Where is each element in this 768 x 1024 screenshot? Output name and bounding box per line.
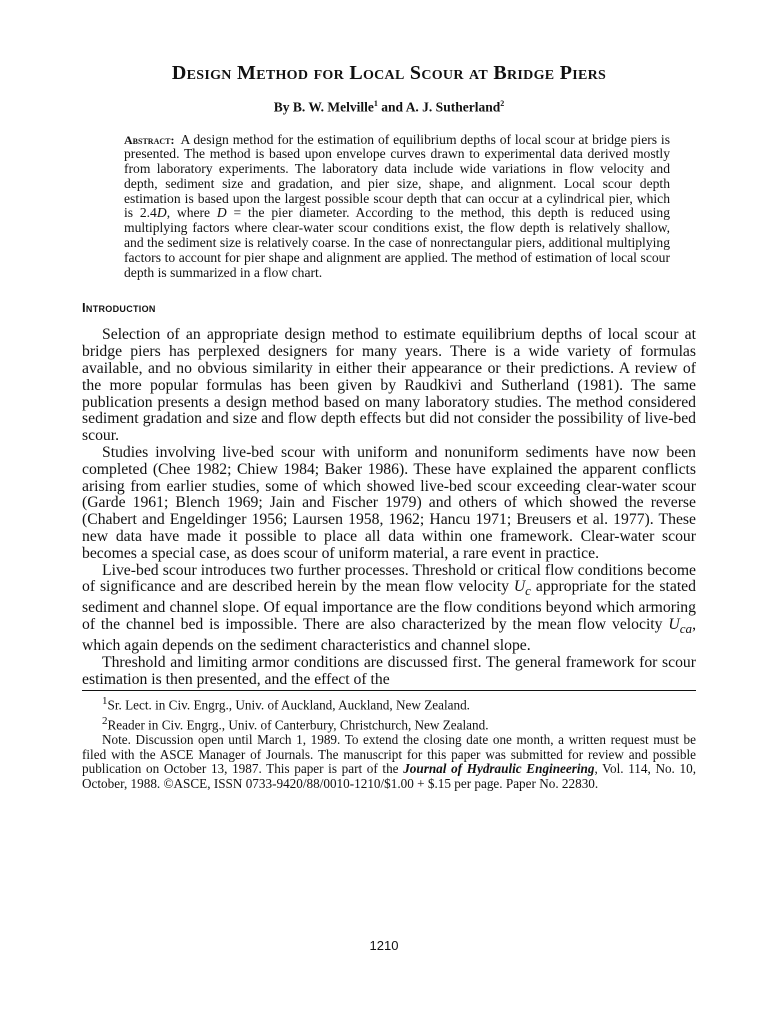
author-1-footnote-mark: 1 xyxy=(373,99,378,108)
footnote-divider xyxy=(82,690,696,691)
author-line xyxy=(82,99,696,116)
abstract xyxy=(124,133,670,281)
footnote-2 xyxy=(82,714,696,733)
abstract-text-c: = the pier diameter. According to the method, this depth is reduced using multiplying factors where clear-water scour conditions exist, the flow depth is relatively shallow, and the sediment size is relatively coarse. In the case of nonrectangular piers, additional multiplying factors to account for pier shape and alignment are applied. The method of estimation of local scour depth is summarized in a flow chart. xyxy=(124,205,670,280)
author-1: B. W. Melville xyxy=(292,99,374,115)
paper-title: Design Method for Local Scour at Bridge Piers xyxy=(171,62,607,84)
page-number: 1210 xyxy=(369,938,399,953)
velocity-symbol-uca xyxy=(668,616,693,637)
footnote-1-text: Sr. Lect. in Civ. Engrg., Univ. of Auckland, Auckland, New Zealand. xyxy=(107,697,470,713)
publication-note-text-b: , Vol. 114, No. 10, October, 1988. ©ASCE, ISSN 0733-9420/88/0010-1210/$1.00 + $.15 per page. Paper No. 22830. xyxy=(82,761,696,792)
velocity-symbol-uc-sub: c xyxy=(525,583,531,599)
author-prefix: By xyxy=(273,99,293,115)
paragraph-3-text-a: Live-bed scour introduces two further processes. Threshold or critical flow conditions become of significance and are described herein by the mean flow velocity xyxy=(82,561,696,596)
paragraph-1: Selection of an appropriate design method to estimate equilibrium depths of local scour at bridge piers has perplexed designers for many years. There is a wide variety of formulas available, and no obvious similarity in either their appearance or their predictions. A review of the more popular formulas has been given by Raudkivi and Sutherland (1981). The same publication presents a design method based on many laboratory studies. The method considered sediment gradation and size and flow depth effects but did not consider the possibility of live-bed scour. xyxy=(82,326,696,445)
paragraph-3-text-b: appropriate for the stated sediment and channel slope. Of equal importance are the flow conditions beyond which armoring of the channel bed is impossible. There are also characterized by the mean flow velocity xyxy=(82,578,696,634)
paragraph-3-text-c: , which again depends on the sediment characteristics and channel slope. xyxy=(82,616,696,655)
paragraph-4: Threshold and limiting armor conditions are discussed first. The general framework for scour estimation is then presented, and the effect of the xyxy=(82,653,696,688)
abstract-var-d1: D xyxy=(156,205,167,221)
abstract-text-a: A design method for the estimation of equilibrium depths of local scour at bridge piers is presented. The method is based upon envelope curves drawn to experimental data derived mostly from laboratory experiments. The laboratory data include wide variations in flow velocity and depth, sediment size and gradation, and pier size, shape, and alignment. Local scour depth estimation is based upon the largest possible scour depth that can occur at a cylindrical pier, which is 2.4 xyxy=(124,131,670,221)
paragraph-3 xyxy=(82,563,696,655)
abstract-label: Abstract: xyxy=(124,132,175,147)
author-joiner: and xyxy=(377,99,406,115)
author-2-footnote-mark: 2 xyxy=(500,99,505,108)
footnote-1 xyxy=(82,694,696,713)
footnote-2-mark: 2 xyxy=(102,714,108,727)
velocity-symbol-uc-base: U xyxy=(513,578,526,596)
abstract-text-b: , where xyxy=(166,205,217,221)
publication-note xyxy=(82,733,696,792)
author-2: A. J. Sutherland xyxy=(405,99,501,115)
section-heading-introduction: Introduction xyxy=(82,300,156,316)
footnote-1-mark: 1 xyxy=(102,695,108,708)
publication-note-text-a: Note. Discussion open until March 1, 1989. To extend the closing date one month, a written request must be filed with the ASCE Manager of Journals. The manuscript for this paper was submitted for review and possible publication on October 13, 1987. This paper is part of the xyxy=(82,731,696,777)
velocity-symbol-uca-base: U xyxy=(668,616,680,634)
velocity-symbol-uc xyxy=(513,578,531,599)
velocity-symbol-uca-sub: ca xyxy=(679,621,693,637)
paper-page xyxy=(82,62,696,792)
abstract-var-d2: D xyxy=(216,205,227,221)
paragraph-2: Studies involving live-bed scour with uniform and nonuniform sediments have now been completed (Chee 1982; Chiew 1984; Baker 1986). These have explained the apparent conflicts arising from earlier studies, some of which showed live-bed scour exceeding clear-water scour (Garde 1961; Blench 1969; Jain and Fischer 1979) and others of which showed the reverse (Chabert and Engeldinger 1956; Laursen 1958, 1962; Hancu 1971; Breusers et al. 1977). These new data have made it possible to place all data within one framework. Clear-water scour becomes a special case, as does scour of uniform material, a rare event in practice. xyxy=(82,444,696,562)
journal-name: Journal of Hydraulic Engineering xyxy=(403,761,595,777)
footnote-2-text: Reader in Civ. Engrg., Univ. of Canterbury, Christchurch, New Zealand. xyxy=(107,717,489,733)
